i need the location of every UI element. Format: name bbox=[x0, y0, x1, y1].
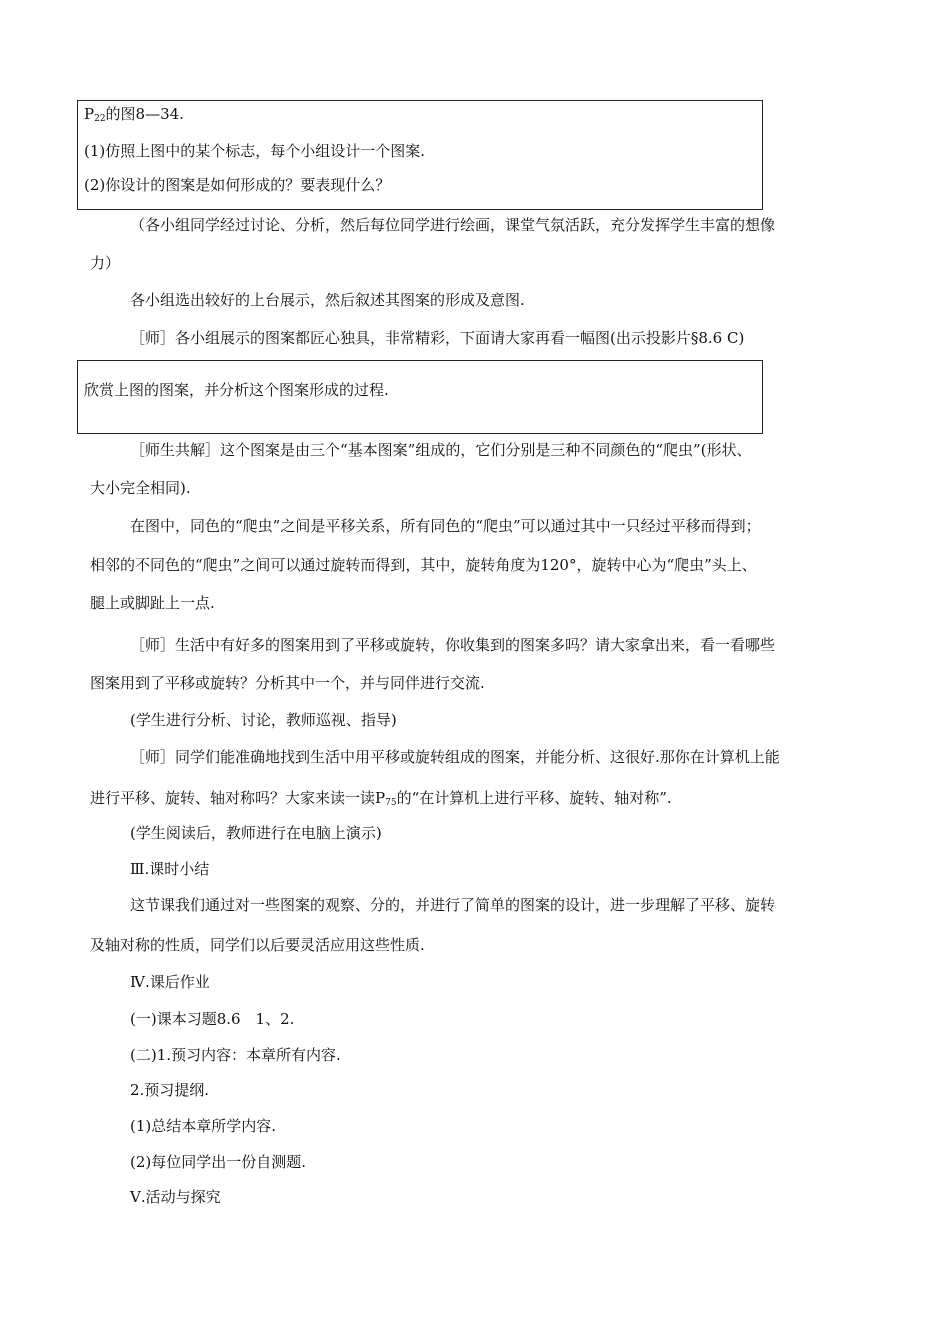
paragraph-7: (学生进行分析、讨论，教师巡视、指导) bbox=[130, 711, 397, 729]
paragraph-5a: 在图中，同色的“爬虫”之间是平移关系，所有同色的“爬虫”可以通过其中一只经过平移而得到； bbox=[130, 517, 761, 535]
paragraph-6a: ［师］生活中有好多的图案用到了平移或旋转，你收集到的图案多吗？请大家拿出来，看一看哪些 bbox=[130, 636, 776, 654]
homework-item-4: (1)总结本章所学内容. bbox=[130, 1117, 277, 1135]
paragraph-10b: 及轴对称的性质，同学们以后要灵活应用这些性质. bbox=[90, 936, 425, 954]
homework-item-3: 2.预习提纲. bbox=[130, 1081, 210, 1099]
box1-line1-sub: 22 bbox=[94, 114, 106, 124]
paragraph-8b-pre: 进行平移、旋转、轴对称吗？大家来读一读P bbox=[90, 789, 386, 807]
box1-line1 bbox=[84, 104, 184, 129]
box1-line1-post: 的图8—34. bbox=[105, 105, 184, 123]
paragraph-8b-sub: 75 bbox=[385, 798, 397, 808]
paragraph-2: 各小组选出较好的上台展示，然后叙述其图案的形成及意图. bbox=[130, 291, 525, 309]
paragraph-6b: 图案用到了平移或旋转？分析其中一个，并与同伴进行交流. bbox=[90, 674, 485, 692]
paragraph-5b: 相邻的不同色的“爬虫”之间可以通过旋转而得到，其中，旋转角度为120°，旋转中心为“爬虫”头上、 bbox=[90, 556, 757, 574]
homework-item-2: (二)1.预习内容：本章所有内容. bbox=[130, 1046, 341, 1064]
paragraph-8a: ［师］同学们能准确地找到生活中用平移或旋转组成的图案，并能分析、这很好.那你在计算机上能 bbox=[130, 748, 780, 766]
box1-line3: (2)你设计的图案是如何形成的？要表现什么？ bbox=[84, 176, 391, 194]
section-heading-4: Ⅳ.课后作业 bbox=[130, 973, 210, 991]
paragraph-4a: ［师生共解］这个图案是由三个“基本图案”组成的，它们分别是三种不同颜色的“爬虫”(形状、 bbox=[130, 441, 752, 459]
paragraph-3: ［师］各小组展示的图案都匠心独具，非常精彩，下面请大家再看一幅图(出示投影片§8.6 C) bbox=[130, 329, 745, 347]
section-heading-5: Ⅴ.活动与探究 bbox=[130, 1188, 221, 1206]
homework-item-5: (2)每位同学出一份自测题. bbox=[130, 1153, 307, 1171]
paragraph-8b bbox=[90, 788, 672, 813]
homework-item-1: (一)课本习题8.6 1、2. bbox=[130, 1010, 295, 1028]
box1-line1-pre: P bbox=[84, 105, 95, 123]
paragraph-9: (学生阅读后，教师进行在电脑上演示) bbox=[130, 824, 382, 842]
paragraph-1b: 力） bbox=[90, 254, 121, 272]
section-heading-3: Ⅲ.课时小结 bbox=[130, 860, 210, 878]
box2-line1: 欣赏上图的图案，并分析这个图案形成的过程. bbox=[84, 381, 389, 399]
paragraph-8b-post: 的“在计算机上进行平移、旋转、轴对称”. bbox=[396, 789, 672, 807]
paragraph-5c: 腿上或脚趾上一点. bbox=[90, 594, 215, 612]
box1-line2: (1)仿照上图中的某个标志，每个小组设计一个图案. bbox=[84, 142, 426, 160]
paragraph-4b: 大小完全相同). bbox=[90, 479, 191, 497]
paragraph-1a: （各小组同学经过讨论、分析，然后每位同学进行绘画，课堂气氛活跃，充分发挥学生丰富的想像 bbox=[130, 216, 776, 234]
paragraph-10a: 这节课我们通过对一些图案的观察、分的，并进行了简单的图案的设计，进一步理解了平移、旋转 bbox=[130, 896, 776, 914]
